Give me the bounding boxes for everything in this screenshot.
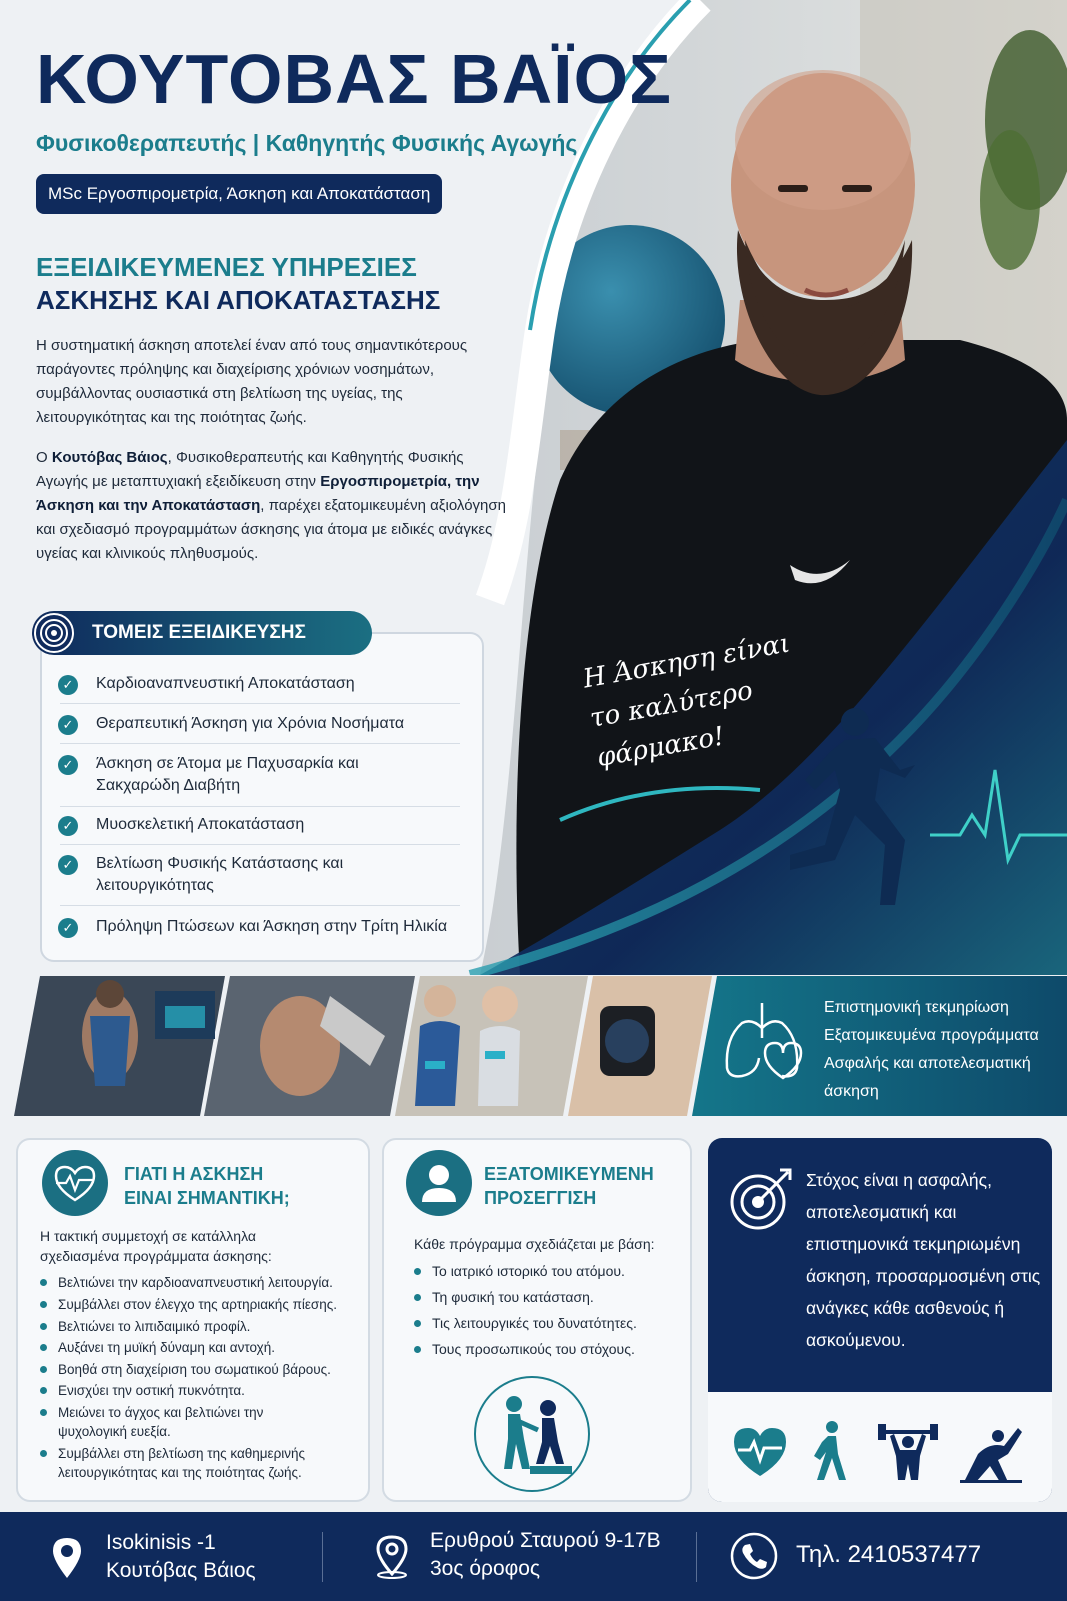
bullet-text: Τις λειτουργικές του δυνατότητες. xyxy=(432,1315,637,1331)
divider xyxy=(60,806,460,807)
approach-title-line2: ΠΡΟΣΕΓΓΙΣΗ xyxy=(484,1188,597,1208)
bullet-text: Αυξάνει τη μυϊκή δύναμη και αντοχή. xyxy=(58,1340,275,1355)
footer-location-line2: Κουτόβας Βάιος xyxy=(106,1559,256,1582)
strip-features xyxy=(824,994,1054,1106)
degree-badge: MSc Εργοσπιρομετρία, Άσκηση και Αποκατάσταση xyxy=(36,174,442,214)
divider xyxy=(696,1532,697,1582)
feature-safe: Ασφαλής και αποτελεσματική άσκηση xyxy=(824,1055,1031,1100)
footer xyxy=(0,1512,1067,1601)
assisted-exercise-icon xyxy=(472,1374,592,1494)
bullseye-icon xyxy=(726,1164,796,1234)
specialty-label: Πρόληψη Πτώσεων και Άσκηση στην Τρίτη Ηλικία xyxy=(96,918,448,935)
doctor-name: ΚΟΥΤΟΒΑΣ ΒΑΪΟΣ xyxy=(36,40,673,118)
location-pin-icon xyxy=(50,1536,84,1580)
divider xyxy=(60,905,460,906)
target-icon xyxy=(34,613,74,653)
profession-subtitle: Φυσικοθεραπευτής | Καθηγητής Φυσικής Αγωγής xyxy=(36,130,578,156)
specialty-label: Μυοσκελετική Αποκατάσταση xyxy=(96,816,305,833)
stretching-icon xyxy=(958,1420,1024,1484)
bullet-text: Βελτιώνει την καρδιοαναπνευστική λειτουργία. xyxy=(58,1275,333,1290)
p2-name-bold: Κουτόβας Βάιος xyxy=(51,449,168,466)
bullet-dot xyxy=(40,1387,47,1394)
weightlifting-icon xyxy=(876,1422,940,1482)
check-icon: ✓ xyxy=(58,855,78,875)
p2-text-c: , Φυσικοθεραπευτής και Καθηγητής Φυσικής Αγωγής με μεταπτυχιακή εξειδίκευση στην xyxy=(36,449,464,490)
check-icon: ✓ xyxy=(58,715,78,735)
bullet-text: Το ιατρικό ιστορικό του ατόμου. xyxy=(432,1263,625,1279)
feature-personalized: Εξατομικευμένα προγράμματα xyxy=(824,1027,1039,1044)
divider xyxy=(322,1532,323,1582)
bullet-dot xyxy=(40,1279,47,1286)
specialties-header xyxy=(32,611,372,655)
approach-card xyxy=(382,1138,692,1502)
p2-text-a: Ο xyxy=(36,449,52,466)
bullet-text: Βοηθά στη διαχείριση του σωματικού βάρους. xyxy=(58,1362,331,1377)
activity-icons-row xyxy=(708,1392,1052,1502)
bullet-dot xyxy=(40,1366,47,1373)
why-title-line1: ΓΙΑΤΙ Η ΑΣΚΗΣΗ xyxy=(124,1164,264,1184)
heart-ecg-icon xyxy=(42,1150,108,1216)
goal-text: Στόχος είναι η ασφαλής, αποτελεσματική και επιστημονικά τεκμηριωμένη άσκηση, προσαρμοσμένη στις ανάγκες κάθε ασθενούς ή ασκούμενου. xyxy=(806,1170,1041,1350)
map-pin-icon xyxy=(372,1534,412,1580)
approach-intro: Κάθε πρόγραμμα σχεδιάζεται με βάση: xyxy=(414,1236,655,1252)
specialty-label: Θεραπευτική Άσκηση για Χρόνια Νοσήματα xyxy=(96,715,405,732)
bullet-dot xyxy=(40,1450,47,1457)
check-icon: ✓ xyxy=(58,675,78,695)
bullet-dot xyxy=(40,1323,47,1330)
services-title-line2: ΑΣΚΗΣΗΣ ΚΑΙ ΑΠΟΚΑΤΑΣΤΑΣΗΣ xyxy=(36,285,441,315)
services-paragraph2 xyxy=(36,446,516,566)
bullet-text: Συμβάλλει στη βελτίωση της καθημερινής λειτουργικότητας και της ποιότητας ζωής. xyxy=(58,1446,306,1480)
bullet-dot xyxy=(40,1301,47,1308)
specialty-label: Βελτίωση Φυσικής Κατάστασης και λειτουργικότητας xyxy=(96,855,344,894)
footer-location-line1: Isokinisis -1 xyxy=(106,1531,216,1554)
bullet-text: Βελτιώνει το λιπιδαιμικό προφίλ. xyxy=(58,1319,251,1334)
bullet-text: Τη φυσική του κατάσταση. xyxy=(432,1289,594,1305)
specialty-label: Άσκηση σε Άτομα με Παχυσαρκία και Σακχαρώδη Διαβήτη xyxy=(96,755,359,794)
check-icon: ✓ xyxy=(58,918,78,938)
bullet-dot xyxy=(40,1344,47,1351)
footer-phone: Τηλ. 2410537477 xyxy=(796,1541,982,1568)
walking-icon xyxy=(808,1420,852,1484)
divider xyxy=(60,703,460,704)
specialties-title: ΤΟΜΕΙΣ ΕΞΕΙΔΙΚΕΥΣΗΣ xyxy=(92,622,306,643)
bullet-text: Τους προσωπικούς του στόχους. xyxy=(432,1341,635,1357)
bullet-dot xyxy=(40,1409,47,1416)
bullet-text: Μειώνει το άγχος και βελτιώνει την ψυχολογική ευεξία. xyxy=(58,1405,264,1439)
bullet-dot xyxy=(414,1294,421,1301)
approach-title-line1: ΕΞΑΤΟΜΙΚΕΥΜΕΝΗ xyxy=(484,1164,654,1184)
footer-address-line1: Ερυθρού Σταυρού 9-17Β xyxy=(430,1529,661,1552)
bullet-dot xyxy=(414,1320,421,1327)
bullet-text: Ενισχύει την οστική πυκνότητα. xyxy=(58,1383,245,1398)
p2-specialty-bold: Εργοσπιρομετρία, την Άσκηση και την Αποκατάσταση xyxy=(36,473,480,514)
services-title-line1: ΕΞΕΙΔΙΚΕΥΜΕΝΕΣ ΥΠΗΡΕΣΙΕΣ xyxy=(36,252,417,282)
p2-text-e: , παρέχει εξατομικευμένη αξιολόγηση και σχεδιασμό προγραμμάτων άσκησης για άτομα με ειδικές ανάγκες υγείας και κλινικούς πληθυσμούς. xyxy=(36,497,506,562)
why-exercise-card xyxy=(16,1138,370,1502)
motto-quote: Η Άσκηση είναι το καλύτερο φάρμακο! xyxy=(580,628,793,774)
goal-card xyxy=(708,1138,1052,1502)
bullet-text: Συμβάλλει στον έλεγχο της αρτηριακής πίεσης. xyxy=(58,1297,338,1312)
feature-scientific: Επιστημονική τεκμηρίωση xyxy=(824,999,1009,1016)
divider xyxy=(60,844,460,845)
lungs-heart-icon xyxy=(717,998,807,1088)
services-paragraph1: Η συστηματική άσκηση αποτελεί έναν από τους σημαντικότερους παράγοντες πρόληψης και διαχείρισης χρόνιων νοσημάτων, συμβάλλοντας ουσιαστικά στη βελτίωση της υγείας, της λειτουργικότητας και της ποιότητας ζωής. xyxy=(36,337,468,426)
person-icon xyxy=(406,1150,472,1216)
divider xyxy=(60,743,460,744)
why-title-line2: ΕΙΝΑΙ ΣΗΜΑΝΤΙΚΗ; xyxy=(124,1188,290,1208)
specialty-label: Καρδιοαναπνευστική Αποκατάσταση xyxy=(96,675,355,692)
why-intro: Η τακτική συμμετοχή σε κατάλληλα σχεδιασμένα προγράμματα άσκησης: xyxy=(40,1228,272,1264)
footer-address-line2: 3ος όροφος xyxy=(430,1557,541,1580)
check-icon: ✓ xyxy=(58,755,78,775)
bullet-dot xyxy=(414,1346,421,1353)
bullet-dot xyxy=(414,1268,421,1275)
check-icon: ✓ xyxy=(58,816,78,836)
phone-icon xyxy=(730,1532,778,1580)
heart-rate-icon xyxy=(730,1424,790,1480)
